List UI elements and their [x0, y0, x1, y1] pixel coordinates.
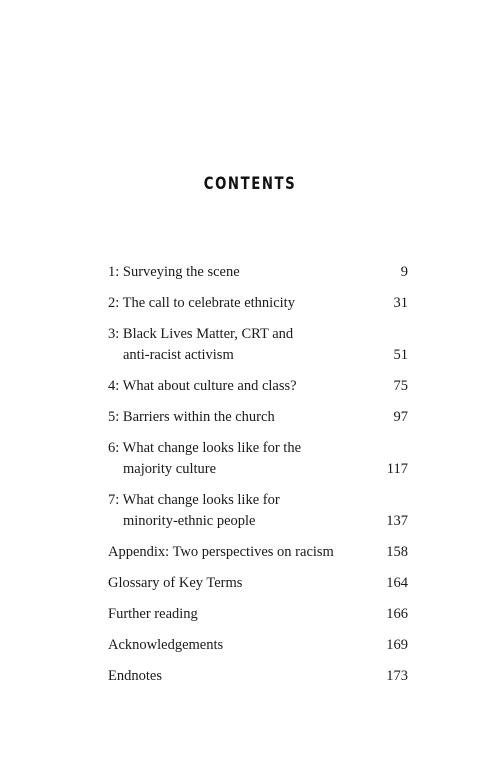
- toc-entry-page-number: 166: [386, 606, 408, 622]
- toc-entry-title: 3: Black Lives Matter, CRT and: [108, 326, 294, 342]
- toc-entry[interactable]: [108, 262, 408, 283]
- toc-entry-title: Endnotes: [108, 668, 162, 684]
- toc-entry[interactable]: [108, 666, 408, 687]
- toc-entry[interactable]: [108, 293, 408, 314]
- toc-entry-page-number: 173: [386, 668, 408, 684]
- toc-entry-title: 2: The call to celebrate ethnicity: [108, 295, 295, 311]
- toc-entry-page-number: 97: [393, 409, 408, 425]
- table-of-contents: [108, 262, 408, 697]
- toc-entry-title: 5: Barriers within the church: [108, 409, 275, 425]
- toc-entry[interactable]: [108, 324, 408, 366]
- toc-entry-page-number: 31: [393, 295, 408, 311]
- toc-entry-title: 6: What change looks like for the: [108, 440, 302, 456]
- toc-entry-title-continuation: anti-racist activism: [123, 347, 234, 363]
- toc-entry[interactable]: [108, 573, 408, 594]
- toc-entry-title: Further reading: [108, 606, 198, 622]
- toc-entry-title: 4: What about culture and class?: [108, 378, 297, 394]
- toc-entry[interactable]: [108, 376, 408, 397]
- toc-entry[interactable]: [108, 604, 408, 625]
- toc-entry[interactable]: [108, 635, 408, 656]
- contents-heading: CONTENTS: [203, 174, 297, 194]
- toc-entry-title: 7: What change looks like for: [108, 492, 280, 508]
- toc-entry[interactable]: [108, 438, 408, 480]
- toc-entry-title: 1: Surveying the scene: [108, 264, 240, 280]
- toc-entry[interactable]: [108, 407, 408, 428]
- toc-entry-title-continuation: minority-ethnic people: [123, 513, 256, 529]
- toc-entry-page-number: 75: [393, 378, 408, 394]
- toc-entry-title: Acknowledgements: [108, 637, 224, 653]
- toc-entry-page-number: 9: [400, 264, 408, 280]
- toc-entry-title: Glossary of Key Terms: [108, 575, 243, 591]
- toc-entry-title-continuation: majority culture: [123, 461, 217, 477]
- toc-entry-page-number: 117: [386, 461, 408, 477]
- toc-entry[interactable]: [108, 542, 408, 563]
- toc-entry-page-number: 164: [386, 575, 408, 591]
- toc-entry-page-number: 158: [386, 544, 408, 560]
- toc-entry-title: Appendix: Two perspectives on racism: [108, 544, 334, 560]
- toc-entry-page-number: 169: [386, 637, 408, 653]
- toc-entry-page-number: 137: [386, 513, 408, 529]
- toc-entry[interactable]: [108, 490, 408, 532]
- toc-entry-page-number: 51: [393, 347, 408, 363]
